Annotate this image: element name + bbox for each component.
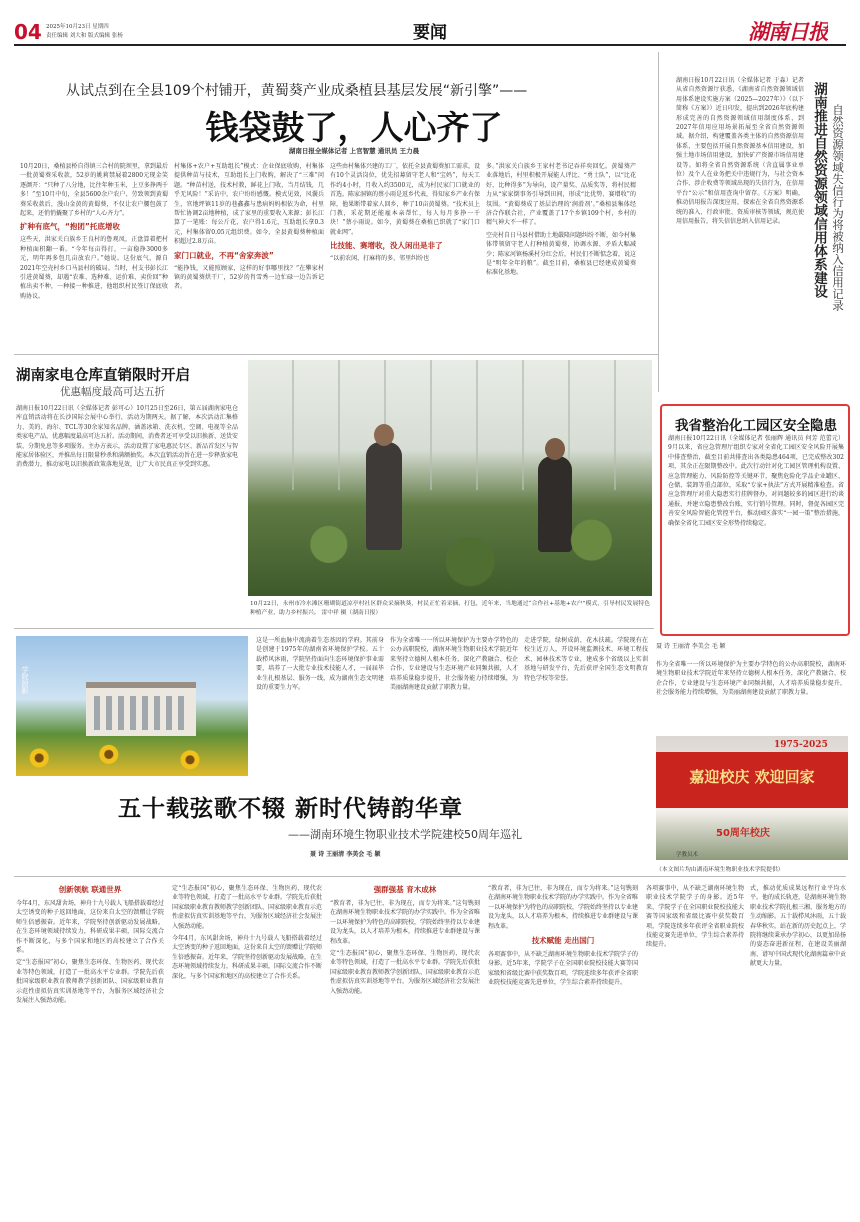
bottom-subhead-2: 强群强基 育木成林 xyxy=(373,885,437,894)
top-col-2: 村集体+农户+互助组长”模式：企业保底收购，村集体提供种苗与技术，互助组长上门收购，解决了“三难”问题。“种苗村送，技术村教，鲜花上门收，当月结钱，几乎无风险！”采访中，农户纷纷感慨。模式见效，风囊兵生，官地坪镇11岁的巷鑫鑫与患病妈妈相依为命，村里帮忙协调2亩地种植，成了家里的重要收入来源；彭长江算了一笔账：每公斤花，农户得1.6元，互助组长拿0.3元，村集体留0.05元组织费。如今，全县黄蜀葵种植面积超过2.8万亩。 家门口就业，不再“舍家奔波” “能挣钱，又能照顾家，这样的好事哪里找？”在攀家村镇的黄蜀葵烘干厂，52岁的肖雪秀一边忙碌一边告诉记者。 xyxy=(174,163,324,291)
side-story-body: 湖南日报10月22日讯（全媒体记者 于淼）记者从省自然资源厅获悉，《湖南省自然资源领域信用体系建设实施方案（2025—2027年）》（以下简称《方案》）近日印发，提出到2026年底构建形成完善的自然资源领域信用制度体系，到2027年信用应用场景拓展至全省自然资源领域。据介绍，构建覆盖各类主体的自然资源信用体系，主要包括开展自然资源基本信用建设，加强土地市场信用建设，加快矿产资源市场信用建设等。如将全省自然资源系统（含直属事业单位）及个人在业务把关中违规行为，与社会资本合作、涉企收费等领域出现的失信行为，在信用平台“公示”和信用查询中留存。《方案》明确，推动信用报告深度应用，探索在全省自然资源系统的准入、行政审批、资质审核等领域，规范使用信用报告，将失信信息纳入信用记录。 xyxy=(676,77,804,226)
campus-photo-label: 学院掠影 xyxy=(21,666,29,694)
highlight-story xyxy=(660,404,850,636)
top-story-byline: 湖南日报全媒体记者 上官智慧 通讯员 王力晨 xyxy=(288,147,420,155)
bottom-col-6: 式，推动优质成果远程行业平均水平。他的成长轨迹，是湖南环境生物职业技术学院扎根三湘、服务地方的生动缩影。五十载栉风沐雨，五十载春华秋实。站在新的历史起点上，学院将继续秉承办学初心，以更加昂扬的姿态奋进新征程，在建设美丽湖南、谱写中国式现代化湖南篇章中贡献更大力量。 xyxy=(750,885,846,968)
top-story-kicker: 从试点到在全县109个村铺开，黄蜀葵产业成桑植县基层发展“新引擎”—— xyxy=(66,83,528,99)
top-col-4: 多。”洪家关白族乡王家村老书记吞祥奕回忆。黄蜀葵产业落地后，村里积极开展能人评比、“勇士队”，以“比花好，比种得多”为导向，设产量奖、品质奖等，将村民精力从“家家倒事务引导到田间，形成“比优势、赛增收”的氛围。“黄蜀葵成了基层治理的‘润滑剂’。”桑植县集体经济合作联合社，产业覆盖了17个乡镇109个村，乡村的精气神大不一样了。 空壳村自日马县村借助土地嚴隆问题纠纷不断，如今村集体带领留守老人打种植黄蜀葵，协调水源、矛盾大幅减少；陈家河镇杨溪村分红会后，村民们不断惦念着，说这是“明年全年的粮”。截至目前，桑植县已经建成黄蜀葵标准化基地。 xyxy=(486,163,636,277)
header-rule xyxy=(14,44,846,46)
side-story-title: 湖南推进自然资源领域信用体系建设 xyxy=(811,82,827,298)
photo-anniversary-caption: （本文图片均由湖南环境生物职业技术学院提供） xyxy=(656,867,784,873)
top-col-3: 这些由村集体兴建的工厂，依托全县黄蜀葵加工需求，设有10个灵活岗位，优先招募留守老人和“宝妈”，每天工作约4小时，月收入约3500元，成为村民家门口就业的首选。陈家洞镇的蔡小雨是返乡代表，得知家乡产业有保障，他果断带着家人回乡，种了10亩黄蜀葵。“技术员上门教，采花期还能雇本亲帮忙，每人每月多挣一千块！”蔡小雨说。如今，黄蜀葵在桑植已织就了“家门口就业网”。 比技能、赛增收，没人闲出是非了 “以前农闲，打麻将的多，邻里纠纷也 xyxy=(330,163,480,263)
header-editors: 责任编辑 刘大和 版式编辑 张杨 xyxy=(46,33,123,39)
top-story-title: 钱袋鼓了，人心齐了 xyxy=(205,108,503,147)
photo-campus xyxy=(16,636,248,776)
sunflower-field xyxy=(16,740,248,776)
left-story-body: 湖南日报10月22日讯（全媒体记者 彭可心）10月25日至26日，第五届湖南家电仓库直销活动将在长沙国际会展中心举行，活动为期两天。据了解，本次活动汇集格力、美的、海尔、TCL等30余家知名品牌，涵盖冰箱、洗衣机、空调、电视等全品类家电产品，优惠幅度最高可达五折。活动期间，消费者还可享受以旧换新、送货安装、分期免息等多项服务。主办方表示，活动设置了家电惠民专区、新品首发区与智能家居体验区，并推出每日限量秒杀和满额抽奖。本次直销活动旨在进一步释放家电消费潜力，推动家电以旧换新政策落地见效，让广大市民真正享受到实惠。 xyxy=(16,405,238,469)
side-story xyxy=(662,52,848,397)
left-story-subtitle: 优惠幅度最高可达五折 xyxy=(60,386,165,398)
greenhouse-frame xyxy=(248,360,652,490)
left-story-title: 湖南家电仓库直销限时开启 xyxy=(16,368,190,384)
photo-anniversary-gate xyxy=(656,736,848,860)
bottom-subhead-1: 创新领航 联通世界 xyxy=(58,885,122,894)
main-feature-title: 五十载弦歌不辍 新时代铸韵华章 xyxy=(118,796,464,822)
photo-okra-harvest xyxy=(248,360,652,596)
bottom-col-1: 创新领航 联通世界 今年4月，东风甜舍场，神舟十九号载人飞船搭载着经过太空诱变的种子返回地面，这份来自太空的馈赠让学院师生倍感振奋。近年来，学院坚持创新驱动发展战略，在生态环境领域持续发力，科研成果丰硕，国际交流合作不断深化，与多个国家和地区的高校建立了合作关系。 定“生态报国”初心，聚焦生态环保、生物医药、现代农业等特色领域，打造了一批高水平专业群。学院先后获批国家级职业教育教师教学创新团队、国家级职业教育示范性虚拟仿真实训基地等平台，为服务区域经济社会发展注入强劲动能。 xyxy=(16,885,164,1005)
main-feature-subtitle: ——湖南环境生物职业技术学院建校50周年巡礼 xyxy=(288,828,522,841)
highlight-story-title: 我省整治化工园区安全隐患 xyxy=(675,418,837,434)
mid-text-col-2: 作为全省唯一一所以环境保护为主要办学特色的公办高职院校，湖南环境生物职业技术学院近年来坚持立德树人根本任务，深化产教融合、校企合作，专业建设与生态环境产业同频共振，人才培养质量稳步提升，社会服务能力持续增强，为美丽湖南建设贡献了职教力量。 xyxy=(390,637,518,692)
highlight-story-body: 湖南日报10月22日讯（全媒体记者 张丽辉 通讯员 何芳 范蕾元）9月以来，省应急管理厅组织专家对全省化工园区安全风险开展集中排查整治，截至目前共排查出各类隐患464项，已完成整改302项，其余正在限期整改中。此次行动针对化工园区管理机构设置、应急管理能力、风险防控等关键环节，聚焦危险化学品企业罐区、仓储、装卸等重点部位，采取“专家+执法”方式开展精准检查。省应急管理厅对重大隐患实行挂牌督办，对问题较多的园区进行约谈通报，并建立隐患整改台账，实行销号管理。同时，督促各园区完善安全风险智能化管控平台，推动园区落实“一园一策”整治措施，确保全省化工园区安全形势持续稳定。 xyxy=(668,435,844,527)
mid-text-col-1: 这是一所血脉中流淌着生态基因的学府。其前身是创建于1975年的湖南省环境保护学校。五十载栉风沐雨，学院坚持面向生态环境保护事业需要，培养了一大批专业技术技能人才，一届届毕业生扎根基层、服务一线，成为湖南生态文明建设的重要生力军。 xyxy=(256,637,384,692)
mid-text-col-4: 聂 诗 王丽清 李美会 毛 颖 xyxy=(656,643,726,650)
mid-text-col-4b: 作为全省唯一一所以环境保护为主要办学特色的公办高职院校，湖南环境生物职业技术学院近年来坚持立德树人根本任务，深化产教融合、校企合作，专业建设与生态环境产业同频共振，人才培养质量稳步提升，社会服务能力持续增强，为美丽湖南建设贡献了职教力量。 xyxy=(656,661,846,697)
farmer-figure-1-head xyxy=(374,424,394,446)
header-date: 2025年10月23日 星期四 xyxy=(46,24,109,30)
page-header xyxy=(0,0,860,44)
bottom-subhead-3: 技术赋能 走出国门 xyxy=(531,936,595,946)
bottom-col-3: 强群强基 育木成林 “教育者，非为已往，非为现在，而专为将来。”这句镌刻在湖南环境生物职业技术学院的办学实践中。作为全省唯一以环境保护为特色的高职院校，学院始终坚持以专业建设为龙头，以人才培养为根本，持续推进专业群建设与课程改革。 定“生态报国”初心，聚焦生态环保、生物医药、现代农业等特色领域，打造了一批高水平专业群。学院先后获批国家级职业教育教师教学创新团队、国家级职业教育示范性虚拟仿真实训基地等平台，为服务区域经济社会发展注入强劲动能。 xyxy=(330,885,480,995)
photo-okra-caption: 10月22日，永州市冷水滩区珊瑚街道凉亭村社区群众采摘秋葵，村民正忙着采摘、打包，近年来，当地通过“合作社+基地+农户”模式，引导村民发展特色种植产业，助力乡村振兴。 雷中祥 摄（湖南日报） xyxy=(250,601,650,617)
main-feature-byline: 聂 诗 王丽清 李美会 毛 颖 xyxy=(310,851,381,858)
top-subhead-1: 扩种有底气，“抱团”托底增收 xyxy=(20,222,120,232)
left-story xyxy=(14,360,240,600)
farmer-figure-2-head xyxy=(545,438,565,460)
campus-building-windows xyxy=(94,696,188,730)
okra-plants xyxy=(248,510,652,596)
anniversary-years: 1975-2025 xyxy=(774,740,828,750)
newspaper-logo: 湖南日报 xyxy=(748,19,828,44)
mid-text-col-3: 走进学院，绿树成荫，花木扶疏。学院现有在校生近万人，开设环境监测技术、环境工程技术、园林技术等专业，建成多个省级以上实训基地与研发平台，先后获评全国生态文明教育特色学校等荣誉。 xyxy=(524,637,648,682)
bottom-col-2: 定“生态报国”初心，聚焦生态环保、生物医药、现代农业等特色领域，打造了一批高水平专业群。学院先后获批国家级职业教育教师教学创新团队、国家级职业教育示范性虚拟仿真实训基地等平台，为服务区域经济社会发展注入强劲动能。 今年4月，东风甜舍场，神舟十九号载人飞船搭载着经过太空诱变的种子返回地面，这份来自太空的馈赠让学院师生倍感振奋。近年来，学院坚持创新驱动发展战略，在生态环境领域持续发力，科研成果丰硕，国际交流合作不断深化，与多个国家和地区的高校建立了合作关系。 xyxy=(172,885,322,980)
side-story-subtitle: 自然资源领域失信行为将被纳入信用记录 xyxy=(831,104,845,311)
section-title: 要闻 xyxy=(413,23,447,43)
top-col-1: 10月20日，桑植县桥自得镇三合村的院坝里，拿到最后一批黄蜀葵采收款，52岁的姚莉禁展着2800元现金笑逐颜开：“只种了八分地，比往年种玉米，上豆多挣两千多！”至10月中旬，全县5600余户农户、劳致领到黄蜀葵采收款后，漫山金黄的黄蜀葵，不仅让农户腰包鼓了起来，还悄悄撬聚了乡村的“人心齐力”。 扩种有底气，“抱团”托底增收 这些天，洪家关白族乡王良村的鲁观凤，正盘算着把村种植面积翻一番。“今年每亩得打，一亩稳挣3000多元，明年再多包几亩放农户。”她说。这份底气，源自2021年空壳村乡口马县村的破局。当时，村支书彭长江引进黄蜀葵，却遇“农难、选种难、运价难、卖价回”种植出卖不种，一种接一种推进，他组织村民签订保底收购协议。 xyxy=(20,163,168,300)
student-caption: 学教员术 xyxy=(676,852,699,858)
page-number: 04 xyxy=(14,20,42,44)
bottom-col-5: 各项赛事中，从不缺乏湖南环境生物职业技术学院学子的身影。近5年来，学院学子在全国职业院校技能大赛等国家级和省级比赛中获奖数百项，学院连续多年获评全省职业院校技能竞赛先进单位，学生综合素养持续提升。 xyxy=(646,885,744,949)
bottom-col-4: “教育者，非为已往，非为现在，而专为将来。”这句镌刻在湖南环境生物职业技术学院的办学实践中。作为全省唯一以环境保护为特色的高职院校，学院始终坚持以专业建设为龙头，以人才培养为根本，持续推进专业群建设与课程改革。 技术赋能 走出国门 各项赛事中，从不缺乏湖南环境生物职业技术学院学子的身影。近5年来，学院学子在全国职业院校技能大赛等国家级和省级比赛中获奖数百项，学院连续多年获评全省职业院校技能竞赛先进单位，学生综合素养持续提升。 xyxy=(488,885,638,987)
top-subhead-2: 家门口就业，不再“舍家奔波” xyxy=(174,250,274,260)
gate-banner-text: 嘉迎校庆 欢迎回家 xyxy=(689,768,815,786)
top-subhead-3: 比技能、赛增收，没人闲出是非了 xyxy=(330,241,443,251)
fifty-anniversary-text: 50周年校庆 xyxy=(716,828,770,839)
top-story xyxy=(14,52,654,352)
